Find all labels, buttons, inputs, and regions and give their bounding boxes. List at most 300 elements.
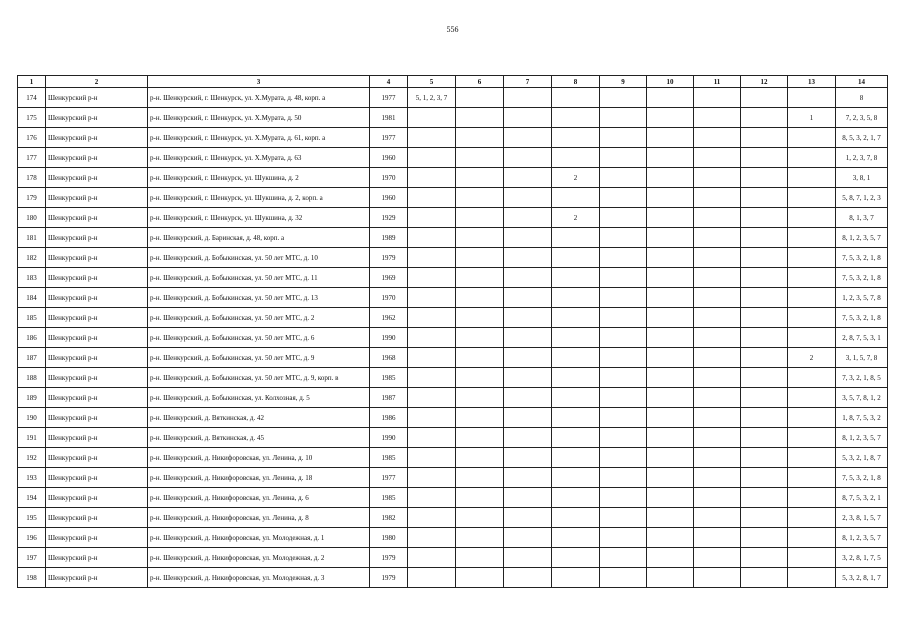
column-7-cell xyxy=(504,268,552,288)
address-cell: р-н. Шенкурский, г. Шенкурск, ул. Х.Мурата, д. 63 xyxy=(148,148,370,168)
column-12-cell xyxy=(741,328,788,348)
column-11-cell xyxy=(694,488,741,508)
column-6-cell xyxy=(456,328,504,348)
table-row xyxy=(18,488,888,508)
column-14-cell: 8, 7, 5, 3, 2, 1 xyxy=(836,488,888,508)
column-13-cell xyxy=(788,408,836,428)
column-11-cell xyxy=(694,328,741,348)
column-11-cell xyxy=(694,408,741,428)
column-9-cell xyxy=(600,168,647,188)
column-8-cell xyxy=(552,228,600,248)
column-9-cell xyxy=(600,488,647,508)
address-cell: р-н. Шенкурский, д. Бобыкинская, ул. 50 лет МТС, д. 6 xyxy=(148,328,370,348)
column-9-cell xyxy=(600,208,647,228)
row-number-cell: 192 xyxy=(18,448,46,468)
column-7-cell xyxy=(504,508,552,528)
row-number-cell: 184 xyxy=(18,288,46,308)
column-5-cell xyxy=(408,528,456,548)
district-cell: Шенкурский р-н xyxy=(46,348,148,368)
column-13-cell xyxy=(788,268,836,288)
column-11-cell xyxy=(694,208,741,228)
year-cell: 1990 xyxy=(370,328,408,348)
column-header: 7 xyxy=(504,76,552,88)
column-5-cell xyxy=(408,288,456,308)
column-13-cell xyxy=(788,188,836,208)
column-5-cell xyxy=(408,148,456,168)
column-8-cell xyxy=(552,528,600,548)
column-6-cell xyxy=(456,188,504,208)
district-cell: Шенкурский р-н xyxy=(46,328,148,348)
district-cell: Шенкурский р-н xyxy=(46,108,148,128)
column-9-cell xyxy=(600,568,647,588)
column-5-cell xyxy=(408,348,456,368)
column-12-cell xyxy=(741,548,788,568)
row-number-cell: 186 xyxy=(18,328,46,348)
column-7-cell xyxy=(504,488,552,508)
year-cell: 1979 xyxy=(370,548,408,568)
column-header: 6 xyxy=(456,76,504,88)
column-11-cell xyxy=(694,508,741,528)
column-9-cell xyxy=(600,128,647,148)
column-13-cell xyxy=(788,388,836,408)
year-cell: 1980 xyxy=(370,528,408,548)
table-row xyxy=(18,428,888,448)
row-number-cell: 194 xyxy=(18,488,46,508)
year-cell: 1968 xyxy=(370,348,408,368)
column-12-cell xyxy=(741,88,788,108)
district-cell: Шенкурский р-н xyxy=(46,448,148,468)
column-9-cell xyxy=(600,348,647,368)
column-9-cell xyxy=(600,188,647,208)
row-number-cell: 182 xyxy=(18,248,46,268)
column-6-cell xyxy=(456,468,504,488)
column-7-cell xyxy=(504,328,552,348)
column-8-cell xyxy=(552,308,600,328)
column-14-cell: 7, 3, 2, 1, 8, 5 xyxy=(836,368,888,388)
column-7-cell xyxy=(504,428,552,448)
column-9-cell xyxy=(600,228,647,248)
year-cell: 1962 xyxy=(370,308,408,328)
column-header: 12 xyxy=(741,76,788,88)
column-9-cell xyxy=(600,548,647,568)
table-row xyxy=(18,108,888,128)
column-10-cell xyxy=(647,308,694,328)
column-7-cell xyxy=(504,248,552,268)
column-5-cell xyxy=(408,108,456,128)
column-14-cell: 3, 8, 1 xyxy=(836,168,888,188)
column-11-cell xyxy=(694,368,741,388)
column-header: 9 xyxy=(600,76,647,88)
column-10-cell xyxy=(647,568,694,588)
row-number-cell: 176 xyxy=(18,128,46,148)
column-6-cell xyxy=(456,348,504,368)
row-number-cell: 185 xyxy=(18,308,46,328)
column-11-cell xyxy=(694,168,741,188)
address-cell: р-н. Шенкурский, д. Никифоровская, ул. Молодежная, д. 2 xyxy=(148,548,370,568)
year-cell: 1960 xyxy=(370,148,408,168)
column-10-cell xyxy=(647,348,694,368)
column-11-cell xyxy=(694,288,741,308)
column-11-cell xyxy=(694,188,741,208)
column-12-cell xyxy=(741,288,788,308)
year-cell: 1985 xyxy=(370,488,408,508)
column-13-cell xyxy=(788,228,836,248)
column-9-cell xyxy=(600,288,647,308)
column-header: 5 xyxy=(408,76,456,88)
column-9-cell xyxy=(600,308,647,328)
column-8-cell xyxy=(552,388,600,408)
table-header xyxy=(18,76,888,88)
column-13-cell xyxy=(788,248,836,268)
row-number-cell: 190 xyxy=(18,408,46,428)
column-11-cell xyxy=(694,268,741,288)
address-cell: р-н. Шенкурский, д. Баринская, д. 48, корп. а xyxy=(148,228,370,248)
column-10-cell xyxy=(647,368,694,388)
column-7-cell xyxy=(504,368,552,388)
year-cell: 1970 xyxy=(370,168,408,188)
address-cell: р-н. Шенкурский, д. Бобыкинская, ул. Колхозная, д. 5 xyxy=(148,388,370,408)
column-6-cell xyxy=(456,148,504,168)
table-body xyxy=(18,88,888,588)
year-cell: 1987 xyxy=(370,388,408,408)
column-8-cell xyxy=(552,548,600,568)
table-row xyxy=(18,128,888,148)
column-13-cell xyxy=(788,208,836,228)
row-number-cell: 174 xyxy=(18,88,46,108)
address-cell: р-н. Шенкурский, г. Шенкурск, ул. Шукшина, д. 2, корп. а xyxy=(148,188,370,208)
column-9-cell xyxy=(600,108,647,128)
column-10-cell xyxy=(647,448,694,468)
column-5-cell xyxy=(408,188,456,208)
column-12-cell xyxy=(741,448,788,468)
column-7-cell xyxy=(504,88,552,108)
column-11-cell xyxy=(694,568,741,588)
column-6-cell xyxy=(456,168,504,188)
row-number-cell: 195 xyxy=(18,508,46,528)
column-14-cell: 1, 2, 3, 5, 7, 8 xyxy=(836,288,888,308)
column-12-cell xyxy=(741,148,788,168)
column-header: 13 xyxy=(788,76,836,88)
table-row xyxy=(18,168,888,188)
column-14-cell: 2, 3, 8, 1, 5, 7 xyxy=(836,508,888,528)
district-cell: Шенкурский р-н xyxy=(46,188,148,208)
column-12-cell xyxy=(741,308,788,328)
column-9-cell xyxy=(600,328,647,348)
column-7-cell xyxy=(504,128,552,148)
district-cell: Шенкурский р-н xyxy=(46,468,148,488)
year-cell: 1981 xyxy=(370,108,408,128)
row-number-cell: 181 xyxy=(18,228,46,248)
column-5-cell xyxy=(408,548,456,568)
district-cell: Шенкурский р-н xyxy=(46,148,148,168)
column-14-cell: 8 xyxy=(836,88,888,108)
column-6-cell xyxy=(456,128,504,148)
column-7-cell xyxy=(504,408,552,428)
column-5-cell xyxy=(408,408,456,428)
column-5-cell xyxy=(408,428,456,448)
address-cell: р-н. Шенкурский, г. Шенкурск, ул. Х.Мурата, д. 48, корп. а xyxy=(148,88,370,108)
column-8-cell xyxy=(552,568,600,588)
column-8-cell xyxy=(552,108,600,128)
column-10-cell xyxy=(647,388,694,408)
year-cell: 1977 xyxy=(370,88,408,108)
column-13-cell xyxy=(788,368,836,388)
column-5-cell xyxy=(408,308,456,328)
column-12-cell xyxy=(741,468,788,488)
district-cell: Шенкурский р-н xyxy=(46,568,148,588)
year-cell: 1929 xyxy=(370,208,408,228)
column-10-cell xyxy=(647,548,694,568)
column-6-cell xyxy=(456,568,504,588)
row-number-cell: 175 xyxy=(18,108,46,128)
column-10-cell xyxy=(647,268,694,288)
column-12-cell xyxy=(741,508,788,528)
column-10-cell xyxy=(647,208,694,228)
column-10-cell xyxy=(647,248,694,268)
address-cell: р-н. Шенкурский, г. Шенкурск, ул. Шукшина, д. 32 xyxy=(148,208,370,228)
table-row xyxy=(18,88,888,108)
column-9-cell xyxy=(600,408,647,428)
address-cell: р-н. Шенкурский, д. Бобыкинская, ул. 50 лет МТС, д. 2 xyxy=(148,308,370,328)
address-cell: р-н. Шенкурский, г. Шенкурск, ул. Х.Мурата, д. 50 xyxy=(148,108,370,128)
column-9-cell xyxy=(600,508,647,528)
row-number-cell: 180 xyxy=(18,208,46,228)
column-9-cell xyxy=(600,448,647,468)
column-header: 2 xyxy=(46,76,148,88)
column-6-cell xyxy=(456,248,504,268)
year-cell: 1977 xyxy=(370,468,408,488)
column-7-cell xyxy=(504,188,552,208)
table-row xyxy=(18,468,888,488)
column-header: 11 xyxy=(694,76,741,88)
column-header: 8 xyxy=(552,76,600,88)
column-6-cell xyxy=(456,208,504,228)
column-13-cell xyxy=(788,308,836,328)
column-9-cell xyxy=(600,88,647,108)
row-number-cell: 196 xyxy=(18,528,46,548)
column-14-cell: 3, 5, 7, 8, 1, 2 xyxy=(836,388,888,408)
column-10-cell xyxy=(647,428,694,448)
row-number-cell: 198 xyxy=(18,568,46,588)
table-row xyxy=(18,148,888,168)
column-8-cell xyxy=(552,268,600,288)
column-14-cell: 3, 1, 5, 7, 8 xyxy=(836,348,888,368)
column-12-cell xyxy=(741,228,788,248)
column-header: 3 xyxy=(148,76,370,88)
year-cell: 1970 xyxy=(370,288,408,308)
row-number-cell: 197 xyxy=(18,548,46,568)
column-6-cell xyxy=(456,108,504,128)
column-13-cell xyxy=(788,148,836,168)
column-13-cell xyxy=(788,328,836,348)
table-row xyxy=(18,368,888,388)
column-7-cell xyxy=(504,528,552,548)
column-header: 14 xyxy=(836,76,888,88)
address-cell: р-н. Шенкурский, д. Бобыкинская, ул. 50 лет МТС, д. 10 xyxy=(148,248,370,268)
table-row xyxy=(18,308,888,328)
column-7-cell xyxy=(504,548,552,568)
column-13-cell xyxy=(788,488,836,508)
table-row xyxy=(18,568,888,588)
column-8-cell: 2 xyxy=(552,208,600,228)
district-cell: Шенкурский р-н xyxy=(46,228,148,248)
column-5-cell: 5, 1, 2, 3, 7 xyxy=(408,88,456,108)
column-7-cell xyxy=(504,348,552,368)
column-7-cell xyxy=(504,108,552,128)
address-cell: р-н. Шенкурский, д. Вяткинская, д. 45 xyxy=(148,428,370,448)
year-cell: 1985 xyxy=(370,368,408,388)
district-cell: Шенкурский р-н xyxy=(46,208,148,228)
column-14-cell: 8, 1, 3, 7 xyxy=(836,208,888,228)
column-12-cell xyxy=(741,108,788,128)
column-10-cell xyxy=(647,228,694,248)
column-11-cell xyxy=(694,448,741,468)
district-cell: Шенкурский р-н xyxy=(46,288,148,308)
column-8-cell: 2 xyxy=(552,168,600,188)
column-8-cell xyxy=(552,488,600,508)
column-13-cell xyxy=(788,468,836,488)
table-row xyxy=(18,188,888,208)
column-10-cell xyxy=(647,328,694,348)
column-9-cell xyxy=(600,248,647,268)
column-13-cell xyxy=(788,168,836,188)
row-number-cell: 177 xyxy=(18,148,46,168)
column-9-cell xyxy=(600,428,647,448)
column-13-cell xyxy=(788,448,836,468)
column-11-cell xyxy=(694,528,741,548)
column-12-cell xyxy=(741,188,788,208)
column-6-cell xyxy=(456,308,504,328)
column-8-cell xyxy=(552,408,600,428)
column-5-cell xyxy=(408,468,456,488)
year-cell: 1969 xyxy=(370,268,408,288)
column-7-cell xyxy=(504,568,552,588)
column-10-cell xyxy=(647,168,694,188)
column-7-cell xyxy=(504,308,552,328)
column-8-cell xyxy=(552,148,600,168)
year-cell: 1986 xyxy=(370,408,408,428)
column-11-cell xyxy=(694,308,741,328)
column-10-cell xyxy=(647,488,694,508)
column-5-cell xyxy=(408,128,456,148)
district-cell: Шенкурский р-н xyxy=(46,248,148,268)
district-cell: Шенкурский р-н xyxy=(46,428,148,448)
column-8-cell xyxy=(552,328,600,348)
district-cell: Шенкурский р-н xyxy=(46,268,148,288)
column-8-cell xyxy=(552,88,600,108)
page-number: 556 xyxy=(446,25,459,34)
column-6-cell xyxy=(456,88,504,108)
column-5-cell xyxy=(408,228,456,248)
district-cell: Шенкурский р-н xyxy=(46,128,148,148)
column-14-cell: 1, 2, 3, 7, 8 xyxy=(836,148,888,168)
column-8-cell xyxy=(552,128,600,148)
address-cell: р-н. Шенкурский, д. Бобыкинская, ул. 50 лет МТС, д. 9 xyxy=(148,348,370,368)
column-7-cell xyxy=(504,468,552,488)
column-10-cell xyxy=(647,288,694,308)
column-5-cell xyxy=(408,268,456,288)
address-cell: р-н. Шенкурский, д. Никифоровская, ул. Ленина, д. 18 xyxy=(148,468,370,488)
column-8-cell xyxy=(552,188,600,208)
column-10-cell xyxy=(647,88,694,108)
column-11-cell xyxy=(694,228,741,248)
column-5-cell xyxy=(408,388,456,408)
column-9-cell xyxy=(600,268,647,288)
column-5-cell xyxy=(408,508,456,528)
row-number-cell: 188 xyxy=(18,368,46,388)
row-number-cell: 191 xyxy=(18,428,46,448)
column-13-cell xyxy=(788,128,836,148)
column-5-cell xyxy=(408,568,456,588)
year-cell: 1989 xyxy=(370,228,408,248)
column-8-cell xyxy=(552,468,600,488)
column-5-cell xyxy=(408,168,456,188)
column-8-cell xyxy=(552,248,600,268)
column-14-cell: 7, 5, 3, 2, 1, 8 xyxy=(836,308,888,328)
column-14-cell: 8, 5, 3, 2, 1, 7 xyxy=(836,128,888,148)
column-10-cell xyxy=(647,188,694,208)
column-13-cell xyxy=(788,508,836,528)
column-14-cell: 5, 8, 7, 1, 2, 3 xyxy=(836,188,888,208)
column-10-cell xyxy=(647,128,694,148)
column-12-cell xyxy=(741,408,788,428)
column-13-cell xyxy=(788,528,836,548)
row-number-cell: 179 xyxy=(18,188,46,208)
column-14-cell: 7, 2, 3, 5, 8 xyxy=(836,108,888,128)
table-row xyxy=(18,328,888,348)
column-6-cell xyxy=(456,288,504,308)
address-cell: р-н. Шенкурский, д. Никифоровская, ул. Ленина, д. 6 xyxy=(148,488,370,508)
column-5-cell xyxy=(408,208,456,228)
year-cell: 1960 xyxy=(370,188,408,208)
address-cell: р-н. Шенкурский, д. Никифоровская, ул. Ленина, д. 10 xyxy=(148,448,370,468)
column-12-cell xyxy=(741,568,788,588)
column-11-cell xyxy=(694,388,741,408)
column-7-cell xyxy=(504,388,552,408)
column-8-cell xyxy=(552,288,600,308)
table-row xyxy=(18,268,888,288)
column-13-cell: 1 xyxy=(788,108,836,128)
district-cell: Шенкурский р-н xyxy=(46,368,148,388)
address-cell: р-н. Шенкурский, д. Никифоровская, ул. Молодежная, д. 1 xyxy=(148,528,370,548)
column-14-cell: 1, 8, 7, 5, 3, 2 xyxy=(836,408,888,428)
column-5-cell xyxy=(408,488,456,508)
column-6-cell xyxy=(456,528,504,548)
column-5-cell xyxy=(408,248,456,268)
district-cell: Шенкурский р-н xyxy=(46,88,148,108)
column-6-cell xyxy=(456,268,504,288)
year-cell: 1979 xyxy=(370,248,408,268)
column-11-cell xyxy=(694,468,741,488)
column-10-cell xyxy=(647,108,694,128)
row-number-cell: 178 xyxy=(18,168,46,188)
district-cell: Шенкурский р-н xyxy=(46,388,148,408)
column-13-cell: 2 xyxy=(788,348,836,368)
address-cell: р-н. Шенкурский, д. Никифоровская, ул. Молодежная, д. 3 xyxy=(148,568,370,588)
column-8-cell xyxy=(552,428,600,448)
column-13-cell xyxy=(788,288,836,308)
district-cell: Шенкурский р-н xyxy=(46,548,148,568)
column-10-cell xyxy=(647,508,694,528)
row-number-cell: 183 xyxy=(18,268,46,288)
column-11-cell xyxy=(694,428,741,448)
column-header: 4 xyxy=(370,76,408,88)
column-11-cell xyxy=(694,548,741,568)
column-7-cell xyxy=(504,228,552,248)
column-14-cell: 5, 3, 2, 1, 8, 7 xyxy=(836,448,888,468)
column-10-cell xyxy=(647,408,694,428)
column-11-cell xyxy=(694,128,741,148)
